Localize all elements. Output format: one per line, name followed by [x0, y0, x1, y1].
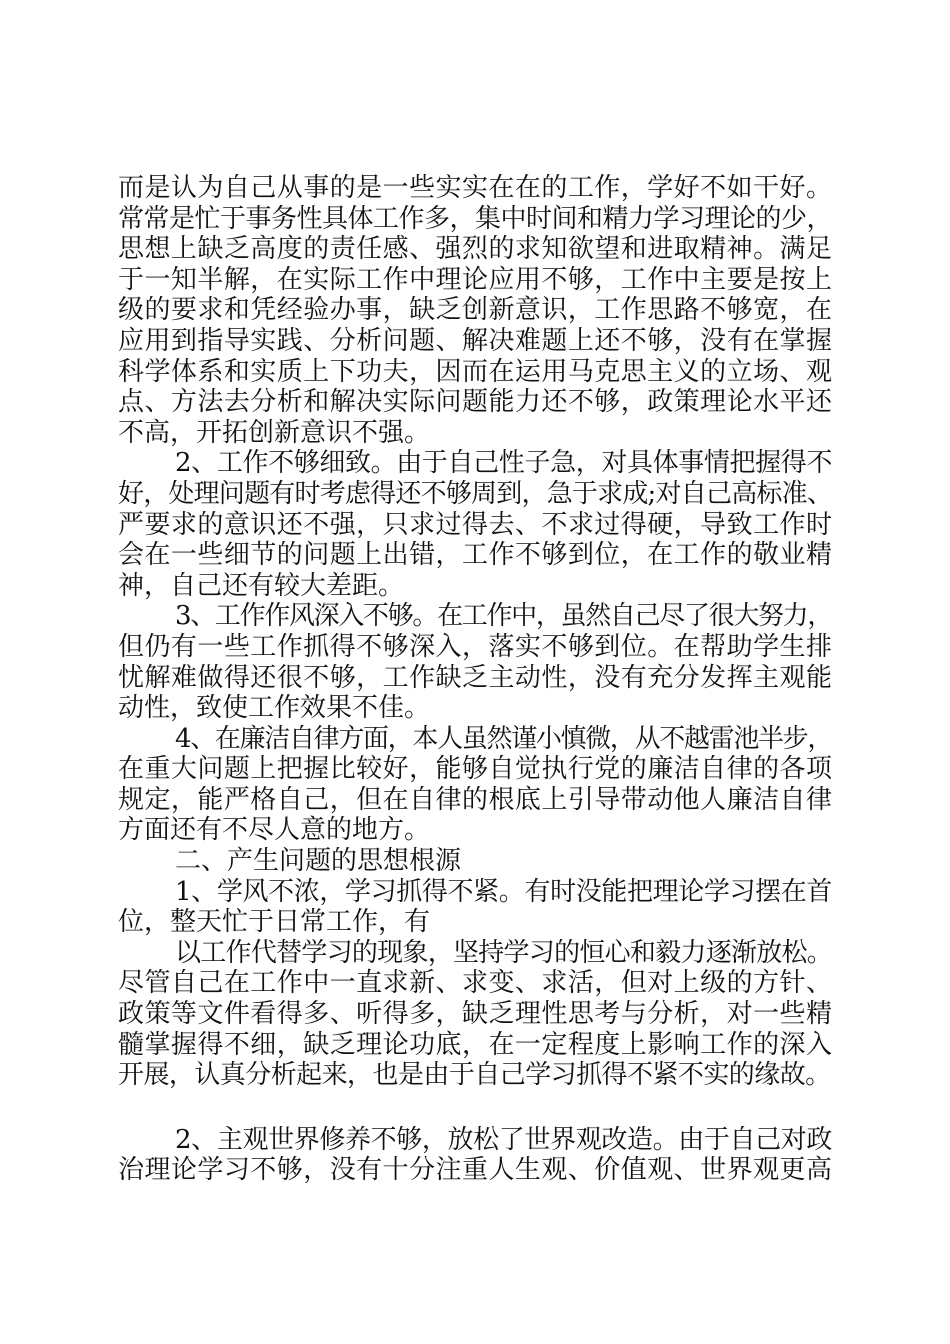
text-line: 点、方法去分析和解决实际问题能力还不够，政策理论水平还 [118, 387, 832, 418]
text-line: 位，整天忙于日常工作，有 [118, 907, 431, 938]
document-page [118, 173, 832, 1186]
text-line: 政策等文件看得多、听得多，缺乏理性思考与分析，对一些精 [118, 999, 832, 1030]
text-line: 不高，开拓创新意识不强。 [118, 417, 431, 448]
blank-line [118, 1091, 832, 1125]
text-line: 2、主观世界修养不够，放松了世界观改造。由于自己对政 [175, 1124, 832, 1155]
text-line: 于一知半解，在实际工作中理论应用不够，工作中主要是按上 [118, 264, 832, 295]
paragraph-root-2 [118, 1125, 832, 1186]
text-line: 尽管自己在工作中一直求新、求变、求活，但对上级的方针、 [118, 968, 832, 999]
text-line: 以工作代替学习的现象，坚持学习的恒心和毅力逐渐放松。 [175, 937, 832, 968]
text-line: 常常是忙于事务性具体工作多，集中时间和精力学习理论的少， [118, 203, 832, 234]
text-line: 神，自己还有较大差距。 [118, 570, 405, 601]
text-line: 治理论学习不够，没有十分注重人生观、价值观、世界观更高 [118, 1155, 832, 1186]
text-line: 1、学风不浓，学习抓得不紧。有时没能把理论学习摆在首 [175, 876, 832, 907]
paragraph-root-1 [118, 877, 832, 938]
paragraph-continuation [118, 173, 832, 448]
paragraph-item-2 [118, 448, 832, 601]
text-line: 2、工作不够细致。由于自己性子急，对具体事情把握得不 [175, 448, 832, 479]
text-line: 在重大问题上把握比较好，能够自觉执行党的廉洁自律的各项 [118, 754, 832, 785]
text-line: 会在一些细节的问题上出错，工作不够到位，在工作的敬业精 [118, 540, 832, 571]
text-line: 髓掌握得不细，缺乏理论功底，在一定程度上影响工作的深入 [118, 1029, 832, 1060]
text-line: 但仍有一些工作抓得不够深入，落实不够到位。在帮助学生排 [118, 631, 832, 662]
text-line: 思想上缺乏高度的责任感、强烈的求知欲望和进取精神。满足 [118, 234, 832, 265]
heading-line: 二、产生问题的思想根源 [175, 846, 462, 877]
text-line: 应用到指导实践、分析问题、解决难题上还不够，没有在掌握 [118, 325, 832, 356]
text-line: 3、工作作风深入不够。在工作中，虽然自己尽了很大努力， [175, 601, 832, 632]
text-line: 忧解难做得还很不够，工作缺乏主动性，没有充分发挥主观能 [118, 662, 832, 693]
text-line: 级的要求和凭经验办事，缺乏创新意识，工作思路不够宽，在 [118, 295, 832, 326]
section-heading [118, 846, 832, 877]
text-line: 4、在廉洁自律方面，本人虽然谨小慎微，从不越雷池半步， [175, 723, 832, 754]
text-line: 动性，致使工作效果不佳。 [118, 693, 431, 724]
paragraph-item-4 [118, 724, 832, 846]
paragraph-root-1-continued [118, 938, 832, 1091]
text-line: 方面还有不尽人意的地方。 [118, 815, 431, 846]
text-line: 而是认为自己从事的是一些实实在在的工作，学好不如干好。 [118, 173, 832, 203]
text-line: 严要求的意识还不强，只求过得去、不求过得硬，导致工作时 [118, 509, 832, 540]
text-line: 科学体系和实质上下功夫，因而在运用马克思主义的立场、观 [118, 356, 832, 387]
text-line: 好，处理问题有时考虑得还不够周到，急于求成;对自己高标准、 [118, 478, 832, 509]
text-line: 规定，能严格自己，但在自律的根底上引导带动他人廉洁自律 [118, 784, 832, 815]
paragraph-item-3 [118, 601, 832, 723]
text-line: 开展，认真分析起来，也是由于自己学习抓得不紧不实的缘故。 [118, 1060, 831, 1091]
